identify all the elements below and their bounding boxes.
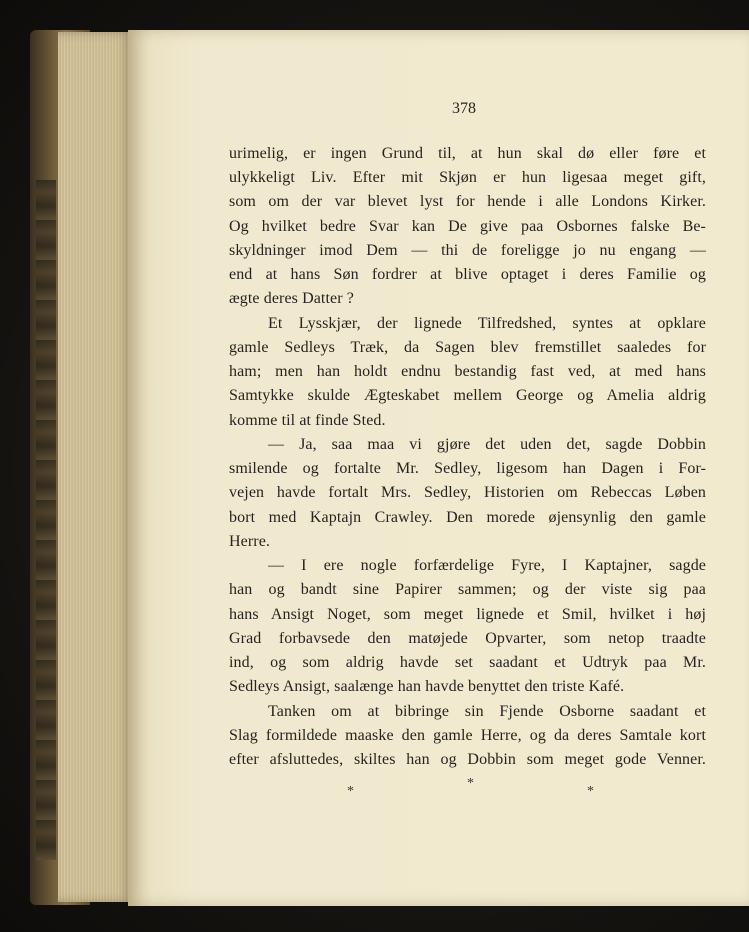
text-line: ind, og som aldrig havde set saadant et Udtryk paa Mr. xyxy=(229,654,706,671)
text-line: komme til at finde Sted. xyxy=(229,412,386,429)
separator-star: * xyxy=(347,784,354,799)
page-number: 378 xyxy=(452,100,476,117)
text-line: Grad forbavsede den matøjede Opvarter, som netop traadte xyxy=(229,630,706,647)
text-line: skyldninger imod Dem — thi de foreligge jo nu engang — xyxy=(229,242,706,259)
text-line: Samtykke skulde Ægteskabet mellem George og Amelia aldrig xyxy=(229,387,706,404)
text-line: ham; men han holdt endnu bestandig fast ved, at med hans xyxy=(229,363,706,380)
text-line: Herre. xyxy=(229,533,271,550)
text-line: gamle Sedleys Træk, da Sagen blev fremstillet saaledes for xyxy=(229,339,706,356)
text-line: ulykkeligt Liv. Efter mit Skjøn er hun ligesaa meget gift, xyxy=(229,169,706,186)
text-line: han og bandt sine Papirer sammen; og der viste sig paa xyxy=(229,581,706,598)
text-line: — Ja, saa maa vi gjøre det uden det, sagde Dobbin xyxy=(268,436,706,453)
text-line: urimelig, er ingen Grund til, at hun skal dø eller føre et xyxy=(229,145,706,162)
cover-marbling xyxy=(36,180,56,860)
text-line: som om der var blevet lyst for hende i alle Londons Kirker. xyxy=(229,193,706,210)
page-edges xyxy=(58,32,132,902)
text-line: bort med Kaptajn Crawley. Den morede øjensynlig den gamle xyxy=(229,509,706,526)
text-line: — I ere nogle forfærdelige Fyre, I Kaptajner, sagde xyxy=(268,557,706,574)
separator-star: * xyxy=(467,776,474,791)
text-line: Og hvilket bedre Svar kan De give paa Osbornes falske Be- xyxy=(229,218,706,235)
text-line: vejen havde fortalt Mrs. Sedley, Historien om Rebeccas Løben xyxy=(229,484,706,501)
text-line: Et Lysskjær, der lignede Tilfredshed, syntes at opklare xyxy=(268,315,706,332)
text-line: Slag formildede maaske den gamle Herre, og da deres Samtale kort xyxy=(229,727,706,744)
text-line: Sedleys Ansigt, saalænge han havde benyttet den triste Kafé. xyxy=(229,678,625,695)
separator-star: * xyxy=(587,784,594,799)
section-separator xyxy=(229,776,709,800)
text-line: smilende og fortalte Mr. Sedley, ligesom han Dagen i For- xyxy=(229,460,706,477)
text-line: end at hans Søn fordrer at blive optaget i deres Familie og xyxy=(229,266,706,283)
text-line: ægte deres Datter ? xyxy=(229,290,354,307)
text-line: Tanken om at bibringe sin Fjende Osborne saadant et xyxy=(268,703,706,720)
text-line: efter afsluttedes, skiltes han og Dobbin som meget gode Venner. xyxy=(229,751,706,768)
text-line: hans Ansigt Noget, som meget lignede et Smil, hvilket i høj xyxy=(229,606,706,623)
